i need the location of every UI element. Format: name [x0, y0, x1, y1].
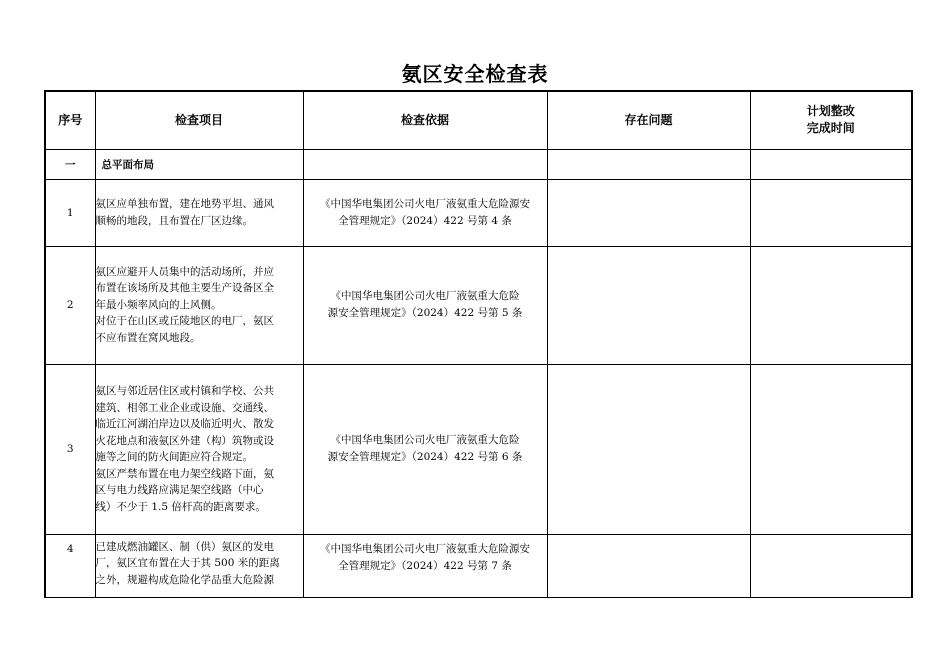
row-basis [303, 364, 547, 534]
row-issue [547, 364, 750, 534]
row-basis-line: 《中国华电集团公司火电厂液氨重大危险源安 [320, 197, 530, 210]
row-basis-line: 源安全管理规定》（2024）422 号第 5 条 [327, 307, 523, 319]
row-issue [547, 534, 750, 597]
row-basis-line: 源安全管理规定》（2024）422 号第 6 条 [327, 451, 523, 463]
row-item [95, 364, 303, 534]
page-title: 氨区安全检查表 [401, 62, 549, 86]
section-title: 总平面布局 [95, 149, 303, 179]
header-item: 检查项目 [95, 91, 303, 149]
table-row [45, 179, 912, 246]
row-item-line: 火花地点和液氨区外建（构）筑物或设 [95, 434, 274, 447]
row-item-line: 氨区严禁布置在电力架空线路下面，氨 [95, 467, 274, 480]
row-plan [750, 534, 912, 597]
header-no: 序号 [45, 91, 95, 149]
section-plan-cell [750, 149, 912, 179]
header-plan-line1: 计划整改 [806, 104, 855, 119]
row-item-line: 之外，规避构成危险化学品重大危险源 [95, 573, 274, 586]
section-no: 一 [45, 149, 95, 179]
header-issue: 存在问题 [547, 91, 750, 149]
row-item-line: 顺畅的地段，且布置在厂区边缘。 [95, 214, 253, 227]
row-item [95, 534, 303, 597]
row-basis-line: 《中国华电集团公司火电厂液氨重大危险 [330, 434, 520, 446]
row-basis [303, 246, 547, 364]
row-item-line: 厂，氨区宜布置在大于其 500 米的距离 [95, 557, 280, 569]
section-issue-cell [547, 149, 750, 179]
row-item-line: 线）不少于 1.5 倍杆高的距离要求。 [95, 500, 266, 513]
row-item-line: 氨区应单独布置，建在地势平坦、通风 [95, 198, 274, 210]
section-basis-cell [303, 149, 547, 179]
row-item [95, 179, 303, 246]
table-row [45, 534, 912, 597]
row-issue [547, 246, 750, 364]
row-item-line: 施等之间的防火间距应符合规定。 [95, 451, 253, 463]
row-plan [750, 364, 912, 534]
row-plan [750, 179, 912, 246]
row-item [95, 246, 303, 364]
row-basis-line: 全管理规定》（2024）422 号第 4 条 [338, 214, 512, 227]
row-item-line: 区与电力线路应满足架空线路（中心 [95, 484, 264, 496]
row-item-line: 对位于在山区或丘陵地区的电厂，氨区 [95, 315, 274, 328]
row-no: 3 [45, 364, 95, 534]
header-plan-line2: 完成时间 [806, 121, 855, 136]
row-item-line: 不应布置在窝风地段。 [95, 331, 201, 344]
header-plan [750, 91, 912, 149]
header-row [45, 91, 912, 149]
row-no: 4 [45, 534, 95, 597]
table-row [45, 246, 912, 364]
row-basis-line: 《中国华电集团公司火电厂液氨重大危险源安 [320, 542, 530, 555]
header-basis: 检查依据 [303, 91, 547, 149]
row-item-line: 建筑、相邻工业企业或设施、交通线、 [95, 401, 274, 414]
row-item-line: 氨区与邻近居住区或村镇和学校、公共 [95, 385, 274, 397]
row-no: 2 [45, 246, 95, 364]
row-plan [750, 246, 912, 364]
row-basis-line: 全管理规定》（2024）422 号第 7 条 [338, 559, 512, 572]
row-basis [303, 179, 547, 246]
inspection-table [44, 90, 913, 598]
row-basis-line: 《中国华电集团公司火电厂液氨重大危险 [330, 290, 520, 302]
row-issue [547, 179, 750, 246]
section-row [45, 149, 912, 179]
row-item-line: 布置在该场所及其他主要生产设备区全 [95, 282, 274, 295]
table-row [45, 364, 912, 534]
row-no: 1 [45, 179, 95, 246]
row-item-line: 临近江河湖泊岸边以及临近明火、散发 [95, 418, 274, 430]
row-item-line: 已建成燃油罐区、制（供）氨区的发电 [95, 540, 274, 553]
row-item-line: 氨区应避开人员集中的活动场所，并应 [95, 265, 274, 278]
row-basis [303, 534, 547, 597]
row-item-line: 年最小频率风向的上风侧。 [95, 298, 222, 311]
